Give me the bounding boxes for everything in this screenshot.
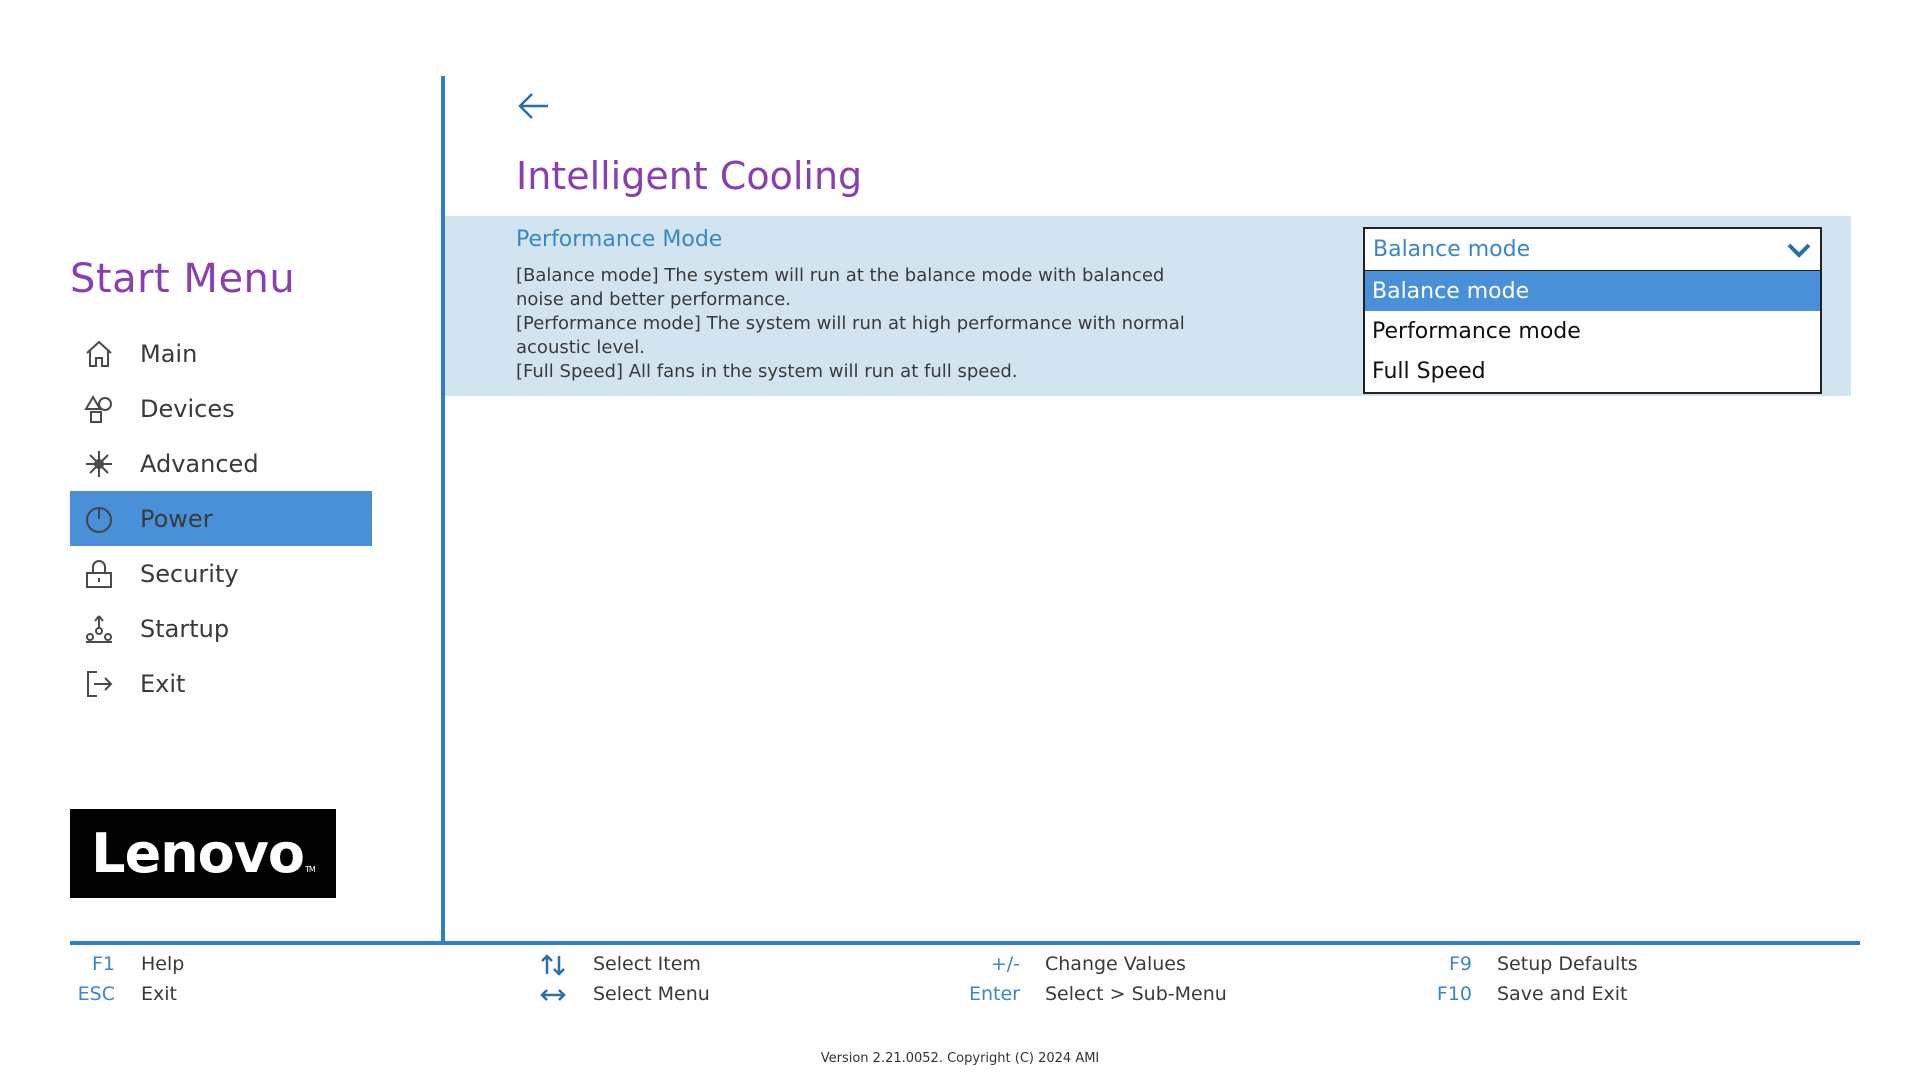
key-esc: ESC — [77, 983, 115, 1005]
home-icon — [82, 337, 116, 371]
performance-mode-label[interactable]: Performance Mode — [516, 227, 723, 252]
key-f10: F10 — [1436, 983, 1472, 1005]
sidebar-item-security[interactable] — [70, 546, 372, 601]
key-action-save-and-exit: Save and Exit — [1497, 983, 1628, 1005]
sidebar-item-devices[interactable] — [70, 381, 372, 436]
sidebar-item-label: Startup — [140, 614, 230, 643]
sidebar-item-label: Main — [140, 339, 198, 368]
key-action-select-item: Select Item — [593, 953, 701, 975]
left-right-arrows-icon — [539, 983, 567, 1011]
sidebar-item-label: Devices — [140, 394, 235, 423]
sidebar-item-power[interactable] — [70, 491, 372, 546]
sidebar-item-main[interactable] — [70, 326, 372, 381]
up-down-arrows-icon — [539, 953, 567, 981]
description-line: [Balance mode] The system will run at the balance mode with balanced — [516, 265, 1165, 286]
key-enter: Enter — [969, 983, 1020, 1005]
startup-icon — [82, 612, 116, 646]
key-f1: F1 — [91, 953, 115, 975]
description-line: [Full Speed] All fans in the system will run at full speed. — [516, 361, 1018, 382]
power-icon — [82, 502, 116, 536]
dropdown-value-text: Balance mode — [1373, 237, 1531, 262]
lenovo-logo — [70, 809, 336, 898]
description-line: [Performance mode] The system will run at high performance with normal — [516, 313, 1185, 334]
page-title: Intelligent Cooling — [516, 154, 863, 198]
chevron-down-icon[interactable] — [1786, 238, 1812, 262]
sidebar-item-label: Security — [140, 559, 239, 588]
back-arrow-icon[interactable] — [514, 86, 554, 126]
sidebar-nav — [70, 326, 372, 711]
start-menu-title: Start Menu — [70, 256, 296, 302]
setting-description — [516, 264, 1276, 384]
devices-icon — [82, 392, 116, 426]
key-action-exit: Exit — [141, 983, 177, 1005]
dropdown-option-full-speed[interactable]: Full Speed — [1372, 358, 1486, 384]
key-action-setup-defaults: Setup Defaults — [1497, 953, 1638, 975]
sidebar-item-advanced[interactable] — [70, 436, 372, 491]
key-action-select-sub-menu: Select > Sub-Menu — [1045, 983, 1227, 1005]
vertical-divider — [441, 76, 445, 944]
sidebar-item-label: Power — [140, 504, 213, 533]
key-action-help: Help — [141, 953, 185, 975]
footer-divider — [70, 941, 1860, 945]
sidebar-item-exit[interactable] — [70, 656, 372, 711]
logo-trademark: TM — [305, 865, 315, 874]
key-action-select-menu: Select Menu — [593, 983, 710, 1005]
dropdown-current-value[interactable] — [1365, 229, 1820, 271]
lock-icon — [82, 557, 116, 591]
key-plus-minus: +/- — [990, 953, 1020, 975]
exit-icon — [82, 667, 116, 701]
version-text: Version 2.21.0052. Copyright (C) 2024 AMI — [820, 1051, 1100, 1066]
sidebar-item-label: Exit — [140, 669, 186, 698]
dropdown-option-performance-mode[interactable]: Performance mode — [1372, 318, 1581, 344]
sidebar-item-startup[interactable] — [70, 601, 372, 656]
performance-mode-dropdown[interactable] — [1363, 227, 1822, 394]
description-line: noise and better performance. — [516, 289, 791, 310]
description-line: acoustic level. — [516, 337, 645, 358]
key-action-change-values: Change Values — [1045, 953, 1186, 975]
sidebar-item-label: Advanced — [140, 449, 259, 478]
dropdown-option-balance-mode[interactable]: Balance mode — [1365, 271, 1820, 311]
key-f9: F9 — [1448, 953, 1472, 975]
advanced-icon — [82, 447, 116, 481]
logo-text: Lenovo — [91, 822, 305, 885]
